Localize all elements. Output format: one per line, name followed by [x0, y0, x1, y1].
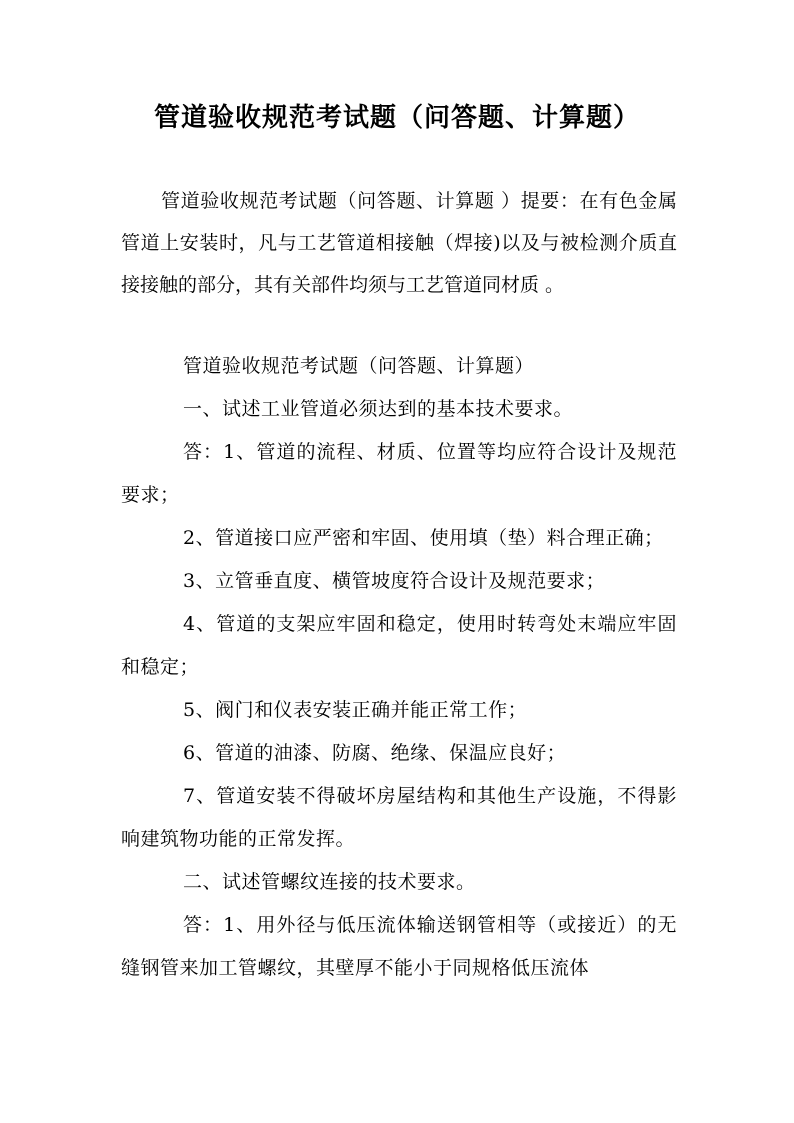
document-body [121, 345, 677, 990]
answer-1-item-6: 6、管道的油漆、防腐、绝缘、保温应良好； [183, 742, 567, 764]
answer-1-item-2: 2、管道接口应严密和牢固、使用填（垫）料合理正确； [183, 527, 664, 549]
section-heading: 管道验收规范考试题（问答题、计算题） [183, 355, 535, 377]
answer-1-item-5: 5、阀门和仪表安装正确并能正常工作； [183, 699, 528, 721]
answer-1-item-4: 4、管道的支架应牢固和稳定，使用时转弯处末端应牢固和稳定； [121, 613, 677, 678]
answer-2-item-1: 答：1、用外径与低压流体输送钢管相等（或接近）的无缝钢管来加工管螺纹，其壁厚不能小于同规格低压流体 [121, 914, 677, 979]
answer-1-item-1: 答：1、管道的流程、材质、位置等均应符合设计及规范要求； [121, 441, 677, 506]
document-title: 管道验收规范考试题（问答题、计算题） [153, 103, 640, 133]
question-2: 二、试述管螺纹连接的技术要求。 [183, 871, 476, 893]
answer-1-item-7: 7、管道安装不得破坏房屋结构和其他生产设施，不得影响建筑物功能的正常发挥。 [121, 785, 677, 850]
answer-1-item-3: 3、立管垂直度、横管坡度符合设计及规范要求； [183, 570, 606, 592]
question-1: 一、试述工业管道必须达到的基本技术要求。 [183, 398, 574, 420]
summary-paragraph: 管道验收规范考试题（问答题、计算题 ）提要：在有色金属管道上安装时，凡与工艺管道相接触（焊接)以及与被检测介质直接接触的部分，其有关部件均须与工艺管道同材质 。 [121, 190, 677, 296]
